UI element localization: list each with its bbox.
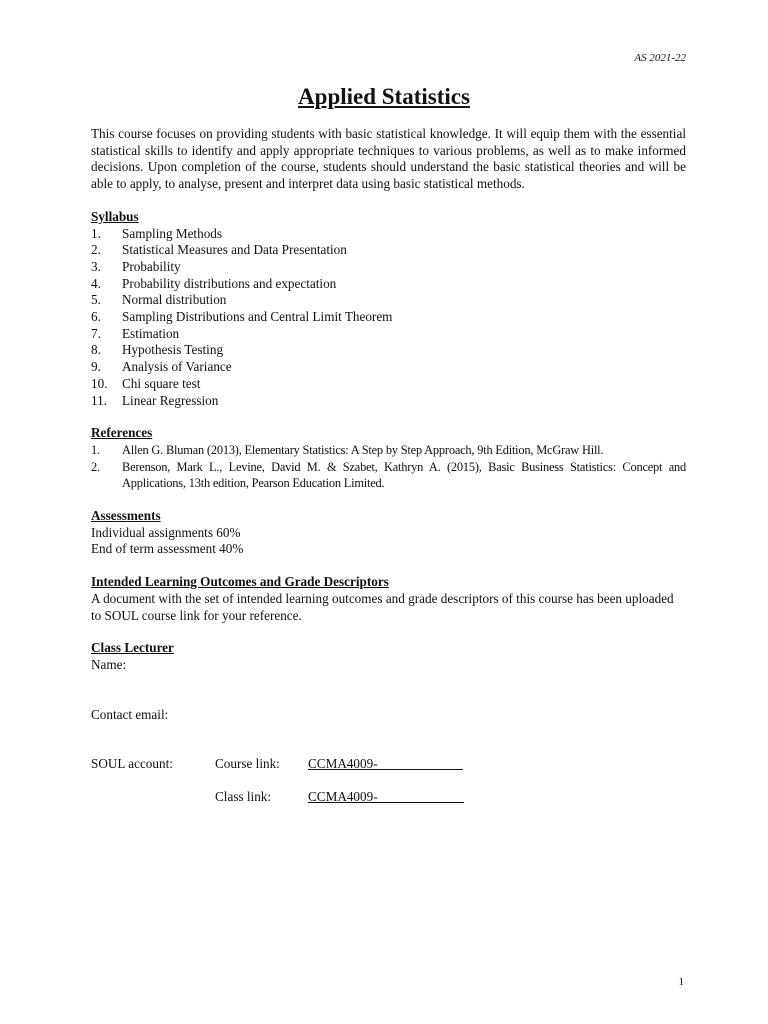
assessment-line: End of term assessment 40% (91, 541, 244, 557)
contact-email-label: Contact email: (91, 706, 169, 722)
reference-item: 2. Berenson, Mark L., Levine, David M. & Szabet, Kathryn A. (2015), Basic Business Statistics: Concept and Applications, 13th edition, Pearson Education Limited. (91, 459, 686, 491)
list-item: 3. Probability (91, 258, 181, 274)
list-item: 4. Probability distributions and expectation (91, 275, 337, 291)
syllabus-list (91, 226, 686, 410)
list-item: 6. Sampling Distributions and Central Limit Theorem (91, 309, 393, 325)
class-link-row (91, 789, 686, 806)
list-item: 9. Analysis of Variance (91, 359, 232, 375)
lecturer-heading: Class Lecturer (91, 640, 174, 656)
assessment-line: Individual assignments 60% (91, 524, 241, 540)
ilo-paragraph: A document with the set of intended learning outcomes and grade descriptors of this course has been uploaded to SOUL course link for your reference. (91, 590, 674, 623)
syllabus-heading: Syllabus (91, 208, 139, 224)
class-code: CCMA4009- (308, 789, 378, 805)
lecturer-name-label: Name: (91, 656, 127, 672)
ilo-heading: Intended Learning Outcomes and Grade Descriptors (91, 574, 389, 590)
list-item: 8. Hypothesis Testing (91, 342, 224, 358)
assessments-heading: Assessments (91, 508, 161, 524)
header-course-code: AS 2021-22 (634, 52, 686, 64)
page-number: 1 (678, 976, 684, 988)
intro-paragraph: This course focuses on providing students with basic statistical knowledge. It will equip them with the essential statistical skills to identify and apply appropriate techniques to various problems, as well as to make informed decisions. Upon completion of the course, students should understand the basic statistical theories and will be able to apply, to analyse, present and interpret data using basic statistical methods. (91, 126, 686, 192)
class-link-blank (308, 789, 464, 803)
class-link-label: Class link: (215, 789, 272, 805)
course-link-blank (308, 756, 463, 770)
list-item: 5. Normal distribution (91, 292, 227, 308)
reference-item: 1. Allen G. Bluman (2013), Elementary Statistics: A Step by Step Approach, 9th Edition, McGraw Hill. (91, 442, 604, 457)
references-list (91, 442, 686, 492)
list-item: 10. Chi square test (91, 375, 201, 391)
references-heading: References (91, 425, 153, 441)
page-title: Applied Statistics (298, 84, 470, 109)
course-link-label: Course link: (215, 756, 280, 772)
list-item: 1. Sampling Methods (91, 225, 223, 241)
list-item: 2. Statistical Measures and Data Presentation (91, 242, 347, 258)
list-item: 7. Estimation (91, 325, 180, 341)
document-body (91, 126, 686, 806)
soul-account-label: SOUL account: (91, 756, 173, 772)
course-code: CCMA4009- (308, 756, 378, 772)
course-link-row (91, 756, 686, 773)
list-item: 11. Linear Regression (91, 392, 219, 408)
